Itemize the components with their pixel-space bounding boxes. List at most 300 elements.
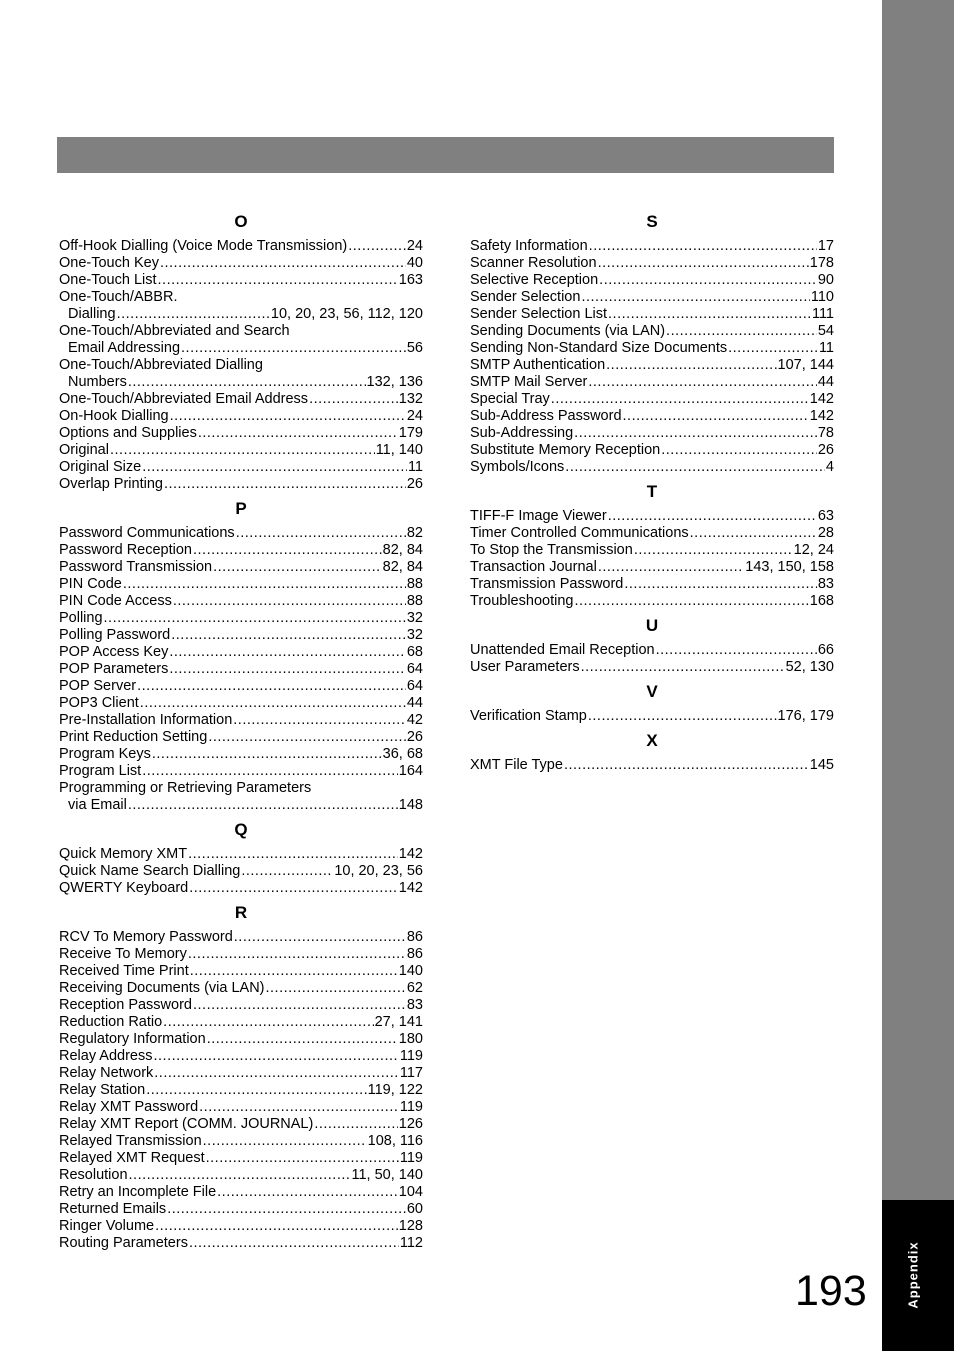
side-bar bbox=[882, 0, 954, 1200]
entry-label: Ringer Volume bbox=[59, 1218, 155, 1234]
entry-label: via Email bbox=[68, 797, 127, 813]
dot-leader bbox=[233, 712, 406, 729]
index-section bbox=[470, 676, 834, 725]
index-entry bbox=[59, 340, 423, 357]
section-tab-label: Appendix bbox=[905, 1241, 921, 1309]
entry-page-ref: 26 bbox=[817, 442, 834, 458]
entry-label: Reduction Ratio bbox=[59, 1014, 163, 1030]
entry-label: Original bbox=[59, 442, 109, 458]
entry-page-ref: 145 bbox=[809, 757, 834, 773]
entry-label: POP Access Key bbox=[59, 644, 169, 660]
entry-page-ref: 163 bbox=[398, 272, 423, 288]
entry-page-ref: 142 bbox=[809, 408, 834, 424]
entry-page-ref: 119 bbox=[399, 1150, 423, 1166]
index-entry bbox=[59, 576, 423, 593]
entry-label: Password Reception bbox=[59, 542, 192, 558]
entry-page-ref: 88 bbox=[406, 576, 423, 592]
dot-leader bbox=[314, 1116, 397, 1133]
dot-leader bbox=[129, 1167, 351, 1184]
index-entry bbox=[470, 255, 834, 272]
index-entry bbox=[59, 746, 423, 763]
entry-page-ref: 32 bbox=[406, 610, 423, 626]
entry-label: Sub-Addressing bbox=[470, 425, 574, 441]
entry-label: Relay Station bbox=[59, 1082, 146, 1098]
index-section bbox=[470, 476, 834, 610]
index-entry bbox=[470, 642, 834, 659]
entry-page-ref: 78 bbox=[817, 425, 834, 441]
dot-leader bbox=[154, 1048, 399, 1065]
entry-page-ref: 11, 50, 140 bbox=[351, 1167, 423, 1183]
section-letter: S bbox=[646, 212, 658, 231]
entry-label: Reception Password bbox=[59, 997, 192, 1013]
entry-label: Transmission Password bbox=[470, 576, 624, 592]
dot-leader bbox=[234, 929, 406, 946]
entry-page-ref: 17 bbox=[817, 238, 834, 254]
index-entry bbox=[59, 1116, 423, 1133]
entry-page-ref: 142 bbox=[398, 846, 423, 862]
index-entry bbox=[59, 1014, 423, 1031]
index-entry bbox=[59, 442, 423, 459]
dot-leader bbox=[348, 238, 406, 255]
entry-page-ref: 36, 68 bbox=[382, 746, 423, 762]
entry-page-ref: 179 bbox=[398, 425, 423, 441]
entry-label: Program Keys bbox=[59, 746, 151, 762]
entry-label: Resolution bbox=[59, 1167, 128, 1183]
dot-leader bbox=[207, 1031, 398, 1048]
entry-page-ref: 83 bbox=[406, 997, 423, 1013]
section-letter: R bbox=[234, 903, 248, 922]
entry-page-ref: 28 bbox=[817, 525, 834, 541]
entry-label: Routing Parameters bbox=[59, 1235, 188, 1251]
index-entry bbox=[59, 1048, 423, 1065]
entry-label: POP Server bbox=[59, 678, 137, 694]
entry-label: Returned Emails bbox=[59, 1201, 167, 1217]
entry-label: Scanner Resolution bbox=[470, 255, 597, 271]
entry-page-ref: 132 bbox=[398, 391, 423, 407]
entry-page-ref: 4 bbox=[825, 459, 834, 475]
entry-page-ref: 112 bbox=[399, 1235, 423, 1251]
index-entry bbox=[470, 593, 834, 610]
entry-label: Polling Password bbox=[59, 627, 171, 643]
index-entry bbox=[59, 459, 423, 476]
entry-label: Safety Information bbox=[470, 238, 588, 254]
dot-leader bbox=[167, 1201, 406, 1218]
index-entry bbox=[470, 542, 834, 559]
entry-page-ref: 142 bbox=[398, 880, 423, 896]
dot-leader bbox=[198, 425, 398, 442]
entry-page-ref: 24 bbox=[406, 408, 423, 424]
dot-leader bbox=[608, 306, 811, 323]
dot-leader bbox=[163, 1014, 373, 1031]
entry-page-ref: 10, 20, 23, 56 bbox=[334, 863, 423, 879]
index-entry bbox=[59, 559, 423, 576]
dot-leader bbox=[181, 340, 406, 357]
section-letter: U bbox=[645, 616, 659, 635]
entry-label: Options and Supplies bbox=[59, 425, 197, 441]
index-entry bbox=[59, 678, 423, 695]
entry-label: Sending Documents (via LAN) bbox=[470, 323, 666, 339]
entry-label: Relay XMT Password bbox=[59, 1099, 199, 1115]
entry-page-ref: 168 bbox=[809, 593, 834, 609]
entry-label: One-Touch/ABBR. bbox=[59, 289, 178, 305]
index-entry bbox=[59, 846, 423, 863]
index-entry bbox=[59, 712, 423, 729]
entry-page-ref: 11 bbox=[407, 459, 423, 475]
entry-page-ref: 11 bbox=[818, 340, 834, 356]
index-entry bbox=[470, 459, 834, 476]
index-entry bbox=[59, 408, 423, 425]
index-entry bbox=[59, 1031, 423, 1048]
index-entry bbox=[59, 1167, 423, 1184]
entry-label: Sender Selection bbox=[470, 289, 581, 305]
entry-label: Programming or Retrieving Parameters bbox=[59, 780, 312, 796]
index-section bbox=[59, 493, 423, 814]
entry-page-ref: 62 bbox=[406, 980, 423, 996]
entry-page-ref: 119, 122 bbox=[367, 1082, 423, 1098]
index-entry bbox=[59, 306, 423, 323]
dot-leader bbox=[173, 593, 406, 610]
index-entry bbox=[59, 695, 423, 712]
index-column-left bbox=[59, 206, 423, 1252]
page-number: 193 bbox=[795, 1267, 867, 1315]
entry-page-ref: 126 bbox=[398, 1116, 423, 1132]
section-letter: O bbox=[234, 212, 248, 231]
entry-page-ref: 82 bbox=[406, 525, 423, 541]
entry-label: Sending Non-Standard Size Documents bbox=[470, 340, 728, 356]
entry-label: One-Touch Key bbox=[59, 255, 159, 271]
dot-leader bbox=[117, 306, 270, 323]
entry-page-ref: 104 bbox=[398, 1184, 423, 1200]
entry-page-ref: 44 bbox=[406, 695, 423, 711]
dot-leader bbox=[110, 442, 375, 459]
entry-page-ref: 86 bbox=[406, 929, 423, 945]
index-entry bbox=[59, 1201, 423, 1218]
entry-label: SMTP Authentication bbox=[470, 357, 606, 373]
dot-leader bbox=[193, 997, 406, 1014]
index-entry bbox=[470, 340, 834, 357]
dot-leader bbox=[690, 525, 817, 542]
entry-label: Relay Network bbox=[59, 1065, 154, 1081]
dot-leader bbox=[164, 476, 406, 493]
index-entry bbox=[59, 929, 423, 946]
entry-label: Numbers bbox=[68, 374, 127, 390]
index-entry bbox=[59, 763, 423, 780]
entry-page-ref: 90 bbox=[817, 272, 834, 288]
index-entry bbox=[470, 374, 834, 391]
index-entry bbox=[59, 542, 423, 559]
dot-leader bbox=[661, 442, 817, 459]
index-entry bbox=[59, 425, 423, 442]
entry-label: Relayed XMT Request bbox=[59, 1150, 205, 1166]
entry-label: Verification Stamp bbox=[470, 708, 587, 724]
dot-leader bbox=[146, 1082, 366, 1099]
index-entry bbox=[470, 576, 834, 593]
entry-label: Receiving Documents (via LAN) bbox=[59, 980, 265, 996]
index-entry bbox=[470, 425, 834, 442]
index-entry bbox=[59, 272, 423, 289]
entry-label: Quick Memory XMT bbox=[59, 846, 188, 862]
index-entry bbox=[470, 559, 834, 576]
dot-leader bbox=[551, 391, 809, 408]
entry-page-ref: 142 bbox=[809, 391, 834, 407]
entry-label: RCV To Memory Password bbox=[59, 929, 233, 945]
dot-leader bbox=[170, 408, 406, 425]
entry-label: POP Parameters bbox=[59, 661, 169, 677]
index-entry bbox=[59, 374, 423, 391]
index-column-right bbox=[470, 206, 834, 774]
entry-label: Sub-Address Password bbox=[470, 408, 622, 424]
entry-label: Program List bbox=[59, 763, 142, 779]
dot-leader bbox=[169, 644, 406, 661]
entry-label: Quick Name Search Dialling bbox=[59, 863, 241, 879]
entry-page-ref: 63 bbox=[817, 508, 834, 524]
entry-label: Troubleshooting bbox=[470, 593, 574, 609]
index-section bbox=[59, 814, 423, 897]
index-entry bbox=[59, 357, 423, 374]
dot-leader bbox=[160, 255, 406, 272]
entry-page-ref: 176, 179 bbox=[777, 708, 834, 724]
entry-page-ref: 143, 150, 158 bbox=[745, 559, 834, 575]
entry-label: One-Touch/Abbreviated and Search bbox=[59, 323, 290, 339]
dot-leader bbox=[634, 542, 793, 559]
dot-leader bbox=[588, 708, 777, 725]
index-entry bbox=[59, 661, 423, 678]
entry-label: One-Touch List bbox=[59, 272, 157, 288]
dot-leader bbox=[142, 459, 407, 476]
entry-label: Pre-Installation Information bbox=[59, 712, 233, 728]
entry-label: XMT File Type bbox=[470, 757, 563, 773]
dot-leader bbox=[574, 593, 808, 610]
entry-label: Symbols/Icons bbox=[470, 459, 565, 475]
entry-label: On-Hook Dialling bbox=[59, 408, 169, 424]
dot-leader bbox=[199, 1099, 399, 1116]
entry-page-ref: 66 bbox=[817, 642, 834, 658]
entry-label: Transaction Journal bbox=[470, 559, 597, 575]
dot-leader bbox=[128, 374, 366, 391]
index-entry bbox=[470, 408, 834, 425]
entry-page-ref: 132, 136 bbox=[366, 374, 423, 390]
dot-leader bbox=[123, 576, 406, 593]
entry-label: To Stop the Transmission bbox=[470, 542, 633, 558]
index-entry bbox=[59, 1218, 423, 1235]
entry-page-ref: 26 bbox=[406, 476, 423, 492]
dot-leader bbox=[188, 846, 398, 863]
entry-page-ref: 82, 84 bbox=[382, 559, 423, 575]
entry-page-ref: 27, 141 bbox=[374, 1014, 423, 1030]
dot-leader bbox=[266, 980, 406, 997]
index-section bbox=[59, 897, 423, 1252]
entry-label: Relay XMT Report (COMM. JOURNAL) bbox=[59, 1116, 314, 1132]
index-entry bbox=[470, 708, 834, 725]
index-entry bbox=[470, 757, 834, 774]
entry-page-ref: 178 bbox=[809, 255, 834, 271]
index-entry bbox=[59, 946, 423, 963]
dot-leader bbox=[624, 576, 816, 593]
dot-leader bbox=[208, 729, 406, 746]
entry-label: Email Addressing bbox=[68, 340, 181, 356]
entry-page-ref: 83 bbox=[817, 576, 834, 592]
entry-label: Print Reduction Setting bbox=[59, 729, 208, 745]
dot-leader bbox=[169, 661, 406, 678]
entry-page-ref: 12, 24 bbox=[793, 542, 834, 558]
section-letter: P bbox=[235, 499, 247, 518]
entry-page-ref: 108, 116 bbox=[367, 1133, 423, 1149]
entry-page-ref: 164 bbox=[398, 763, 423, 779]
dot-leader bbox=[656, 642, 817, 659]
entry-page-ref: 88 bbox=[406, 593, 423, 609]
header-band bbox=[57, 137, 834, 173]
entry-label: Relayed Transmission bbox=[59, 1133, 202, 1149]
index-entry bbox=[470, 238, 834, 255]
index-entry bbox=[470, 659, 834, 676]
index-entry bbox=[59, 963, 423, 980]
index-entry bbox=[59, 997, 423, 1014]
index-section bbox=[59, 206, 423, 493]
index-entry bbox=[470, 306, 834, 323]
dot-leader bbox=[581, 289, 809, 306]
dot-leader bbox=[140, 695, 406, 712]
index-entry bbox=[470, 357, 834, 374]
entry-label: Off-Hook Dialling (Voice Mode Transmission) bbox=[59, 238, 348, 254]
index-entry bbox=[59, 323, 423, 340]
entry-label: Original Size bbox=[59, 459, 142, 475]
index-entry bbox=[59, 255, 423, 272]
entry-page-ref: 24 bbox=[406, 238, 423, 254]
dot-leader bbox=[236, 525, 406, 542]
index-entry bbox=[59, 729, 423, 746]
entry-label: Unattended Email Reception bbox=[470, 642, 655, 658]
entry-label: Regulatory Information bbox=[59, 1031, 206, 1047]
entry-page-ref: 148 bbox=[398, 797, 423, 813]
dot-leader bbox=[189, 1235, 399, 1252]
dot-leader bbox=[581, 659, 785, 676]
entry-label: Password Transmission bbox=[59, 559, 213, 575]
entry-label: Substitute Memory Reception bbox=[470, 442, 661, 458]
dot-leader bbox=[623, 408, 809, 425]
index-entry bbox=[59, 1133, 423, 1150]
index-entry bbox=[470, 289, 834, 306]
dot-leader bbox=[241, 863, 333, 880]
entry-label: Dialling bbox=[68, 306, 116, 322]
index-entry bbox=[59, 780, 423, 797]
dot-leader bbox=[203, 1133, 367, 1150]
entry-page-ref: 10, 20, 23, 56, 112, 120 bbox=[270, 306, 423, 322]
dot-leader bbox=[608, 508, 817, 525]
entry-page-ref: 111 bbox=[811, 306, 834, 322]
index-section bbox=[470, 725, 834, 774]
dot-leader bbox=[137, 678, 406, 695]
dot-leader bbox=[606, 357, 776, 374]
entry-page-ref: 86 bbox=[406, 946, 423, 962]
entry-label: Polling bbox=[59, 610, 103, 626]
index-entry bbox=[59, 797, 423, 814]
entry-label: Selective Reception bbox=[470, 272, 599, 288]
index-entry bbox=[59, 980, 423, 997]
index-entry bbox=[59, 1150, 423, 1167]
dot-leader bbox=[189, 880, 398, 897]
dot-leader bbox=[158, 272, 398, 289]
index-entry bbox=[470, 442, 834, 459]
entry-page-ref: 54 bbox=[817, 323, 834, 339]
dot-leader bbox=[666, 323, 817, 340]
dot-leader bbox=[154, 1065, 399, 1082]
entry-page-ref: 26 bbox=[406, 729, 423, 745]
entry-label: POP3 Client bbox=[59, 695, 139, 711]
index-entry bbox=[59, 593, 423, 610]
entry-page-ref: 107, 144 bbox=[777, 357, 834, 373]
dot-leader bbox=[206, 1150, 399, 1167]
section-letter: V bbox=[646, 682, 658, 701]
index-entry bbox=[59, 1235, 423, 1252]
index-entry bbox=[470, 272, 834, 289]
dot-leader bbox=[564, 757, 809, 774]
index-section bbox=[470, 206, 834, 476]
dot-leader bbox=[574, 425, 817, 442]
entry-page-ref: 110 bbox=[810, 289, 834, 305]
entry-label: QWERTY Keyboard bbox=[59, 880, 189, 896]
entry-page-ref: 52, 130 bbox=[785, 659, 834, 675]
index-entry bbox=[59, 1099, 423, 1116]
index-entry bbox=[59, 863, 423, 880]
entry-label: TIFF-F Image Viewer bbox=[470, 508, 607, 524]
entry-page-ref: 82, 84 bbox=[382, 542, 423, 558]
entry-label: Sender Selection List bbox=[470, 306, 608, 322]
dot-leader bbox=[588, 374, 816, 391]
entry-label: Receive To Memory bbox=[59, 946, 187, 962]
entry-page-ref: 42 bbox=[406, 712, 423, 728]
index-entry bbox=[59, 525, 423, 542]
index-entry bbox=[59, 476, 423, 493]
entry-label: PIN Code Access bbox=[59, 593, 172, 609]
entry-page-ref: 119 bbox=[399, 1048, 423, 1064]
entry-page-ref: 128 bbox=[398, 1218, 423, 1234]
section-letter: Q bbox=[234, 820, 248, 839]
entry-page-ref: 56 bbox=[406, 340, 423, 356]
index-entry bbox=[470, 323, 834, 340]
entry-page-ref: 44 bbox=[817, 374, 834, 390]
index-entry bbox=[59, 644, 423, 661]
dot-leader bbox=[728, 340, 818, 357]
index-entry bbox=[470, 391, 834, 408]
entry-page-ref: 11, 140 bbox=[375, 442, 423, 458]
entry-page-ref: 68 bbox=[406, 644, 423, 660]
dot-leader bbox=[193, 542, 382, 559]
entry-label: PIN Code bbox=[59, 576, 122, 592]
dot-leader bbox=[213, 559, 382, 576]
entry-label: Overlap Printing bbox=[59, 476, 163, 492]
index-entry bbox=[59, 391, 423, 408]
entry-page-ref: 119 bbox=[399, 1099, 423, 1115]
section-letter: X bbox=[646, 731, 658, 750]
dot-leader bbox=[309, 391, 398, 408]
entry-page-ref: 140 bbox=[398, 963, 423, 979]
dot-leader bbox=[171, 627, 406, 644]
entry-label: Relay Address bbox=[59, 1048, 153, 1064]
entry-label: SMTP Mail Server bbox=[470, 374, 588, 390]
dot-leader bbox=[217, 1184, 398, 1201]
dot-leader bbox=[104, 610, 406, 627]
dot-leader bbox=[565, 459, 825, 476]
dot-leader bbox=[142, 763, 398, 780]
entry-page-ref: 117 bbox=[399, 1065, 423, 1081]
index-section bbox=[470, 610, 834, 676]
index-entry bbox=[59, 1184, 423, 1201]
index-entry bbox=[59, 238, 423, 255]
index-entry bbox=[59, 1082, 423, 1099]
entry-page-ref: 60 bbox=[406, 1201, 423, 1217]
entry-label: One-Touch/Abbreviated Email Address bbox=[59, 391, 309, 407]
dot-leader bbox=[599, 272, 817, 289]
